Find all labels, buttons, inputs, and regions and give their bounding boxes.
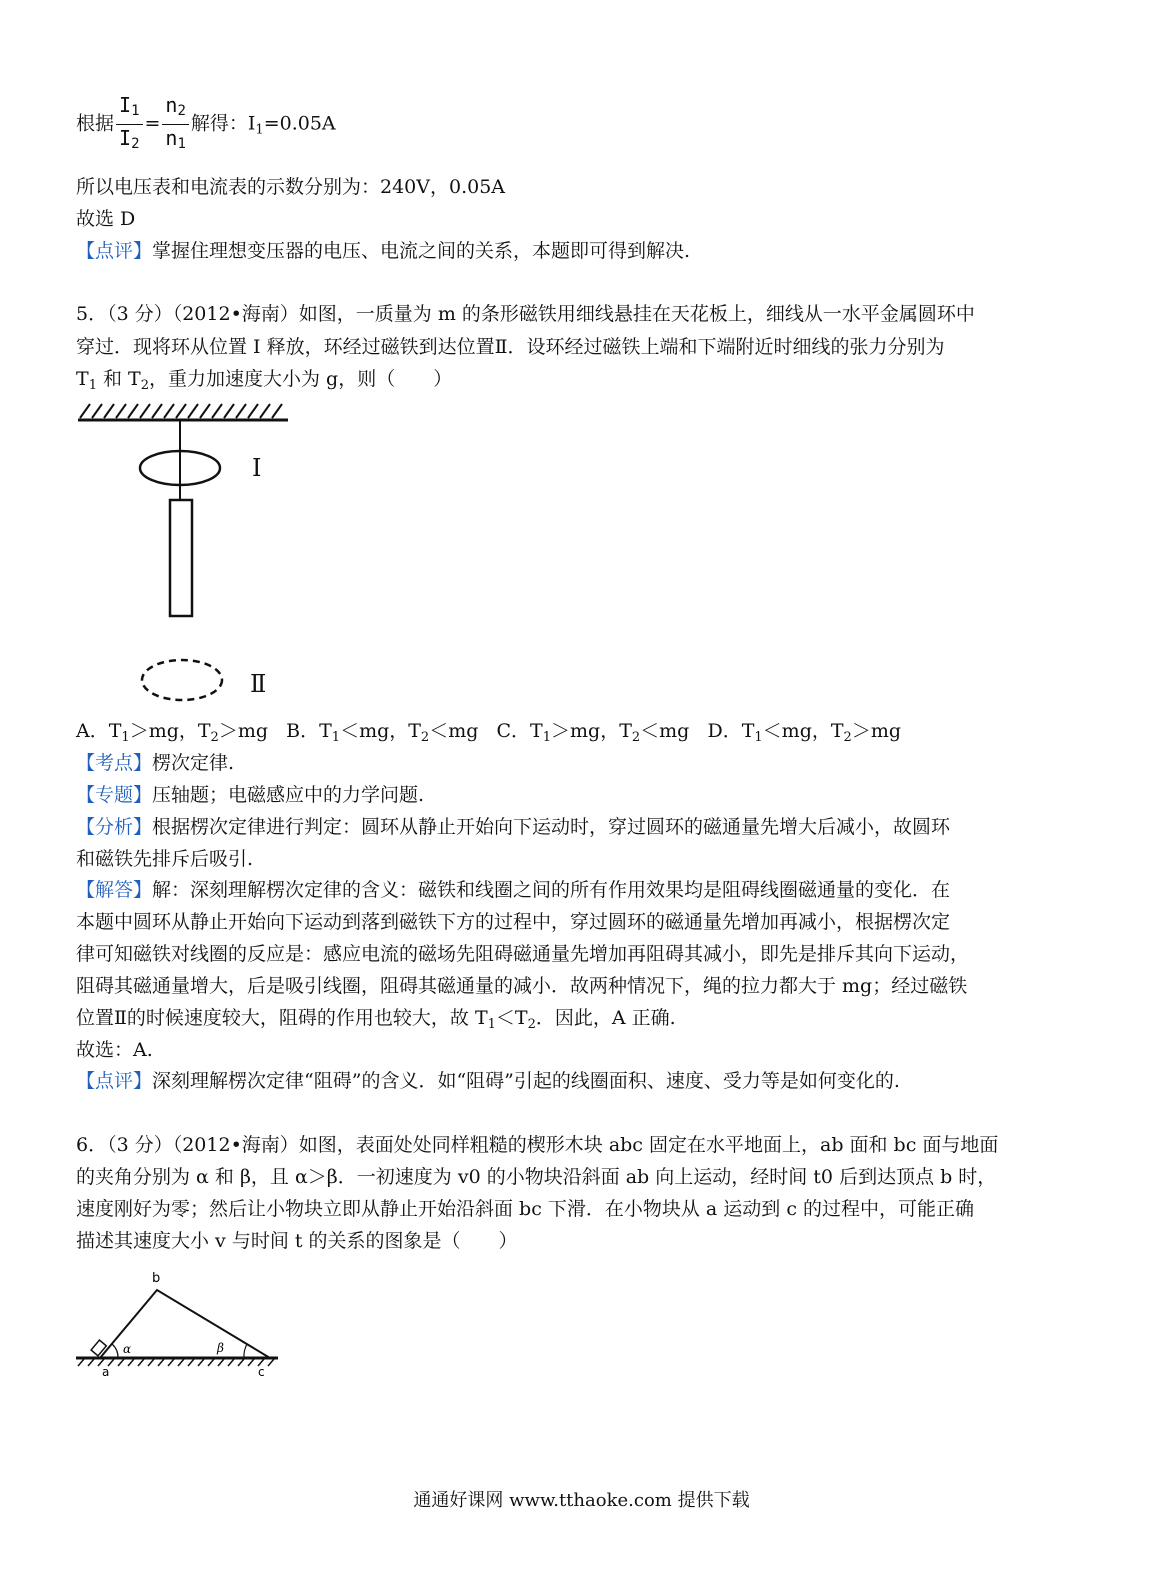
beta-arc: [244, 1344, 247, 1358]
jieda-tag: 【解答】: [76, 879, 153, 901]
jieda-line3: 律可知磁铁对线圈的反应是：感应电流的磁场先阻碍磁通量先增加再阻碍其减小，即先是排斥其向下运动，: [76, 943, 970, 965]
choice-text: 故选 D: [76, 208, 136, 230]
q5-options: [76, 717, 901, 752]
zhuanti-tag: 【专题】: [76, 784, 153, 806]
q5-stem-line3: $T_1$ 和 $T_2$，重力加速度大小为 g，则（ ）: [76, 368, 453, 393]
fenxi-line1: 【分析】根据楞次定律进行判定：圆环从静止开始向下运动时，穿过圆环的磁通量先增大后减小，故圆环: [76, 816, 951, 838]
q5-stem-line2: 穿过．现将环从位置 I 释放，环经过磁铁到达位置Ⅱ．设环经过磁铁上端和下端附近时细线的张力分别为: [76, 336, 945, 358]
kaodian-line: 【考点】楞次定律.: [76, 752, 235, 774]
ring-position-2: [142, 660, 222, 700]
wedge-figure: [72, 1268, 282, 1380]
result-text: 所以电压表和电流表的示数分别为：240V，0.05A: [76, 176, 506, 198]
q6-stem-line1: 6．（3 分）（2012•海南）如图，表面处处同样粗糙的楔形木块 abc 固定在水平地面上，ab 面和 bc 面与地面: [76, 1134, 999, 1156]
kaodian-tag: 【考点】: [76, 752, 153, 774]
option-a[interactable]: A．$T_1>mg$，$T_2>mg$: [76, 720, 269, 745]
label-beta: β: [217, 1341, 224, 1355]
fraction-current: $\frac{I_1}{I_2}$: [116, 92, 142, 157]
label-position-1: I: [252, 454, 262, 482]
formula-prefix: 根据: [76, 112, 115, 135]
zhuanti-line: 【专题】压轴题；电磁感应中的力学问题.: [76, 784, 425, 806]
fraction-turns: $\frac{n_2}{n_1}$: [162, 92, 188, 157]
jieda-line5: 位置Ⅱ的时候速度较大，阻碍的作用也较大，故 $T_1<T_2$．因此，A 正确.: [76, 1007, 676, 1032]
label-a: a: [102, 1365, 110, 1379]
label-position-2: Ⅱ: [250, 670, 267, 698]
q5-stem-line1: 5．（3 分）（2012•海南）如图，一质量为 m 的条形磁铁用细线悬挂在天花板上，细线从一水平金属圆环中: [76, 303, 975, 325]
option-b[interactable]: B．$T_1<mg$，$T_2<mg$: [286, 720, 479, 745]
q5-comment-tag: 【点评】: [76, 1070, 153, 1092]
comment-tag: 【点评】: [76, 240, 153, 262]
jieda-line4: 阻碍其磁通量增大，后是吸引线圈，阻碍其磁通量的减小．故两种情况下，绳的拉力都大于 mg；经过磁铁: [76, 975, 968, 997]
jieda-line1: 【解答】解：深刻理解楞次定律的含义：磁铁和线圈之间的所有作用效果均是阻碍线圈磁通量的变化．在: [76, 879, 951, 901]
formula-line: 根据 $\frac{I_1}{I_2}$ = $\frac{n_2}{n_1}$ 解得：$I_1=0.05A$: [76, 92, 336, 161]
alpha-arc: [112, 1344, 118, 1358]
option-c[interactable]: C．$T_1>mg$，$T_2<mg$: [496, 720, 690, 745]
q5-comment-line: 【点评】深刻理解楞次定律“阻碍”的含义．如“阻碍”引起的线圈面积、速度、受力等是如何变化的.: [76, 1070, 900, 1092]
option-d[interactable]: D．$T_1<mg$，$T_2>mg$: [707, 720, 901, 745]
magnet-ring-figure: [70, 398, 310, 708]
label-b: b: [152, 1271, 161, 1286]
label-c: c: [258, 1365, 265, 1379]
q6-stem-line4: 描述其速度大小 v 与时间 t 的关系的图象是（ ）: [76, 1230, 518, 1252]
page-footer: 通通好课网 www.tthaoke.com 提供下载: [413, 1490, 750, 1511]
label-alpha: α: [123, 1342, 132, 1356]
q5-choice: 故选：A.: [76, 1039, 153, 1061]
comment-line: 【点评】掌握住理想变压器的电压、电流之间的关系，本题即可得到解决.: [76, 240, 691, 262]
q6-stem-line2: 的夹角分别为 α 和 β，且 α＞β．一初速度为 v0 的小物块沿斜面 ab 向上运动，经时间 t0 后到达顶点 b 时，: [76, 1166, 997, 1188]
jieda-line2: 本题中圆环从静止开始向下运动到落到磁铁下方的过程中，穿过圆环的磁通量先增加再减小，根据楞次定: [76, 911, 951, 933]
q6-stem-line3: 速度刚好为零；然后让小物块立即从静止开始沿斜面 bc 下滑．在小物块从 a 运动到 c 的过程中，可能正确: [76, 1198, 975, 1220]
fenxi-line2: 和磁铁先排斥后吸引.: [76, 848, 254, 870]
fenxi-tag: 【分析】: [76, 816, 153, 838]
bar-magnet: [170, 500, 192, 616]
ceiling-hatch: [78, 404, 288, 420]
